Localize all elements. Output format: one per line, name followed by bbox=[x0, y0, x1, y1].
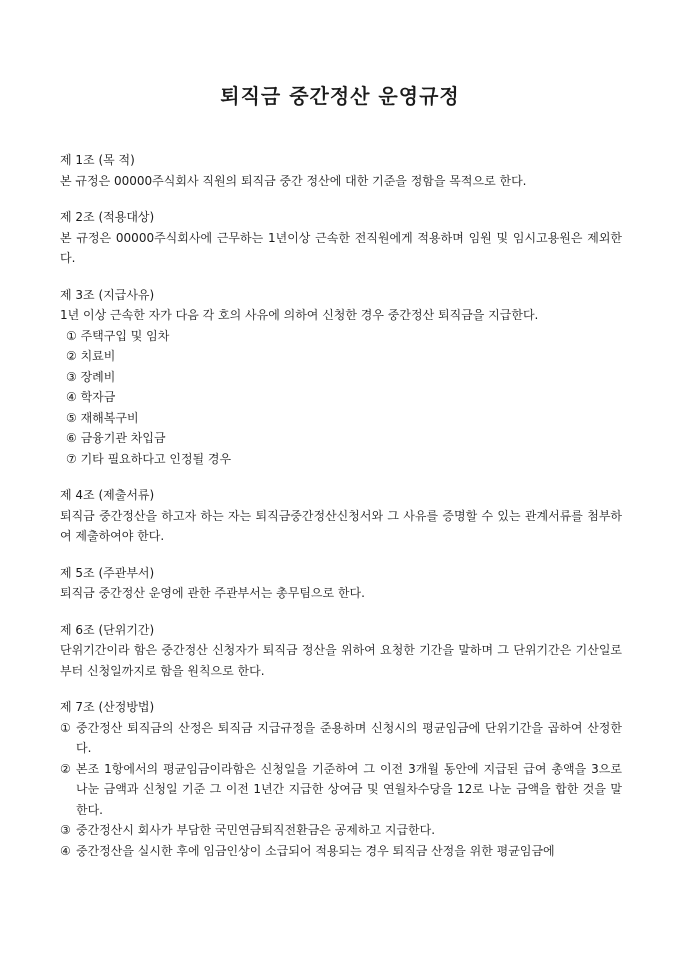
numbered-clause bbox=[60, 718, 622, 759]
list-item: ⑤ 재해복구비 bbox=[66, 410, 139, 425]
article-heading: 제 7조 (산정방법) bbox=[60, 700, 155, 714]
numbered-clause bbox=[60, 759, 622, 821]
clause-text: 중간정산시 회사가 부담한 국민연금퇴직전환금은 공제하고 지급한다. bbox=[76, 823, 436, 837]
article-heading: 제 4조 (제출서류) bbox=[60, 488, 155, 502]
list-item: ② 치료비 bbox=[66, 349, 116, 363]
reason-list bbox=[60, 326, 622, 470]
clause-number: ③ bbox=[60, 823, 71, 837]
article-3 bbox=[60, 285, 622, 470]
article-7 bbox=[60, 697, 622, 861]
document-body bbox=[60, 150, 622, 877]
article-1 bbox=[60, 150, 622, 191]
list-item: ⑦ 기타 필요하다고 인정될 경우 bbox=[66, 451, 232, 466]
article-heading: 제 3조 (지급사유) bbox=[60, 287, 155, 302]
clause-number: ④ bbox=[60, 843, 71, 858]
article-6 bbox=[60, 620, 622, 682]
clause-number: ① bbox=[60, 720, 71, 735]
numbered-clause bbox=[60, 820, 622, 841]
article-text: 본 규정은 00000주식회사에 근무하는 1년이상 근속한 전직원에게 적용하며 임원 및 임시고용원은 제외한다. bbox=[60, 230, 622, 265]
article-text: 퇴직금 중간정산 운영에 관한 주관부서는 총무팀으로 한다. bbox=[60, 586, 365, 600]
article-4 bbox=[60, 485, 622, 547]
document-title: 퇴직금 중간정산 운영규정 bbox=[220, 84, 460, 108]
article-text: 단위기간이라 함은 중간정산 신청자가 퇴직금 정산을 위하여 요청한 기간을 말하며 그 단위기간은 기산일로부터 신청일까지로 함을 원칙으로 한다. bbox=[60, 643, 622, 678]
clause-text: 중간정산을 실시한 후에 임금인상이 소급되어 적용되는 경우 퇴직금 산정을 위한 평균임금에 bbox=[76, 843, 555, 858]
numbered-clause bbox=[60, 841, 622, 862]
list-item: ⑥ 금융기관 차입금 bbox=[66, 431, 166, 445]
article-heading: 제 2조 (적용대상) bbox=[60, 210, 155, 224]
clause-number: ② bbox=[60, 761, 71, 776]
list-item: ④ 학자금 bbox=[66, 390, 116, 404]
article-text: 1년 이상 근속한 자가 다음 각 호의 사유에 의하여 신청한 경우 중간정산 퇴직금을 지급한다. bbox=[60, 308, 539, 322]
list-item: ① 주택구입 및 임차 bbox=[66, 328, 170, 343]
article-heading: 제 6조 (단위기간) bbox=[60, 622, 155, 637]
article-5 bbox=[60, 563, 622, 604]
article-heading: 제 1조 (목 적) bbox=[60, 153, 135, 167]
list-item: ③ 장례비 bbox=[66, 369, 116, 384]
article-text: 본 규정은 00000주식회사 직원의 퇴직금 중간 정산에 대한 기준을 정함을 목적으로 한다. bbox=[60, 173, 527, 188]
article-heading: 제 5조 (주관부서) bbox=[60, 565, 155, 580]
article-2 bbox=[60, 207, 622, 269]
clause-text: 중간정산 퇴직금의 산정은 퇴직금 지급규정을 준용하며 신청시의 평균임금에 단위기간을 곱하여 산정한다. bbox=[76, 720, 622, 755]
article-text: 퇴직금 중간정산을 하고자 하는 자는 퇴직금중간정산신청서와 그 사유를 증명할 수 있는 관계서류를 첨부하여 제출하여야 한다. bbox=[60, 508, 622, 543]
clause-text: 본조 1항에서의 평균임금이라함은 신청일을 기준하여 그 이전 3개월 동안에 지급된 급여 총액을 3으로 나눈 금액과 신청일 기준 그 이전 1년간 지급한 상여금 및 연월차수당을 12로 나눈 금액을 합한 것을 말한다. bbox=[76, 761, 622, 817]
